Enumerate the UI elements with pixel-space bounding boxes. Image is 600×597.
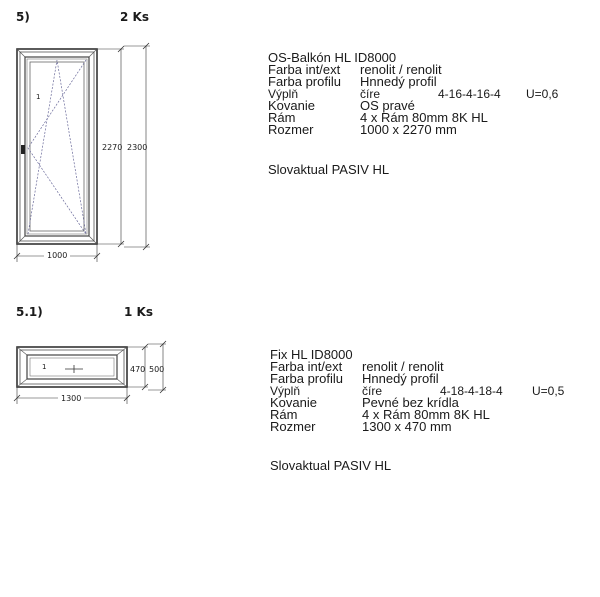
sash-frame — [25, 57, 89, 236]
height-outer-label: 2300 — [127, 143, 148, 152]
spec-row-size — [268, 124, 588, 136]
height-dimension-inner — [97, 46, 124, 247]
spec-value: Hnnedý profil — [362, 371, 439, 386]
spec-value: OS pravé — [360, 98, 415, 113]
glazing-spec: 4-18-4-18-4 — [440, 384, 503, 398]
balcony-door-drawing — [14, 43, 150, 262]
spec-row-glazing — [268, 88, 588, 100]
frame-inner-line — [20, 52, 94, 241]
position-number: 5.1) — [16, 305, 43, 319]
spec-label: Farba profilu — [268, 74, 341, 89]
spec-label: Kovanie — [268, 98, 315, 113]
u-value: U=0,6 — [526, 87, 559, 101]
glass-frame — [27, 355, 117, 379]
glazing-spec: 4-16-4-16-4 — [438, 87, 501, 101]
spec-label: Rám — [270, 407, 298, 422]
spec-label: Rozmer — [268, 122, 314, 137]
spec-block-item2 — [270, 349, 590, 479]
height-outer-label: 500 — [149, 365, 165, 374]
spec-value: 1000 x 2270 mm — [360, 122, 457, 137]
spec-label: Rám — [268, 110, 296, 125]
height-inner-label: 470 — [130, 365, 146, 374]
spec-label: Farba profilu — [270, 371, 343, 386]
fixed-glazing-icon — [65, 365, 83, 373]
width-dimension — [14, 244, 100, 262]
spec-value: renolit / renolit — [360, 62, 442, 77]
width-dimension — [14, 387, 130, 404]
spec-value: 4 x Rám 80mm 8K HL — [360, 110, 488, 125]
product-title: Fix HL ID8000 — [270, 347, 353, 362]
system-note: Slovaktual PASIV HL — [268, 162, 390, 177]
spec-value: Hnnedý profil — [360, 74, 437, 89]
quantity-label: 2 Ks — [120, 10, 149, 24]
height-dimension-inner — [127, 344, 148, 390]
spec-label: Farba int/ext — [270, 359, 343, 374]
spec-block-item1 — [268, 52, 588, 192]
spec-value: 4 x Rám 80mm 8K HL — [362, 407, 490, 422]
spec-value: 1300 x 470 mm — [362, 419, 452, 434]
fixed-window-drawing — [14, 341, 166, 404]
spec-value: renolit / renolit — [362, 359, 444, 374]
spec-label: Farba int/ext — [268, 62, 341, 77]
spec-value: Pevné bez krídla — [362, 395, 459, 410]
spec-label: Rozmer — [270, 419, 316, 434]
spec-value: číre — [362, 384, 383, 398]
sash-label: 1 — [36, 93, 41, 101]
outer-frame — [17, 49, 97, 244]
handle-icon — [21, 145, 25, 154]
spec-label: Výplň — [270, 384, 301, 398]
u-value: U=0,5 — [532, 384, 565, 398]
height-dimension-outer — [124, 43, 150, 250]
position-number: 5) — [16, 10, 30, 24]
spec-value: číre — [360, 87, 381, 101]
tilt-opening-lines — [28, 60, 86, 234]
outer-frame — [17, 347, 127, 387]
turn-opening-lines — [28, 60, 86, 234]
spec-label: Výplň — [268, 87, 299, 101]
product-title: OS-Balkón HL ID8000 — [268, 50, 397, 65]
system-note: Slovaktual PASIV HL — [270, 458, 392, 473]
height-dimension-outer — [148, 341, 166, 393]
width-label: 1000 — [47, 251, 68, 260]
spec-label: Kovanie — [270, 395, 317, 410]
glass-outline — [30, 62, 84, 231]
width-label: 1300 — [61, 394, 82, 403]
sash-label: 1 — [42, 363, 47, 371]
height-inner-label: 2270 — [102, 143, 123, 152]
sash-inner-line — [27, 59, 87, 234]
quantity-label: 1 Ks — [124, 305, 153, 319]
spec-row-size — [270, 421, 590, 433]
